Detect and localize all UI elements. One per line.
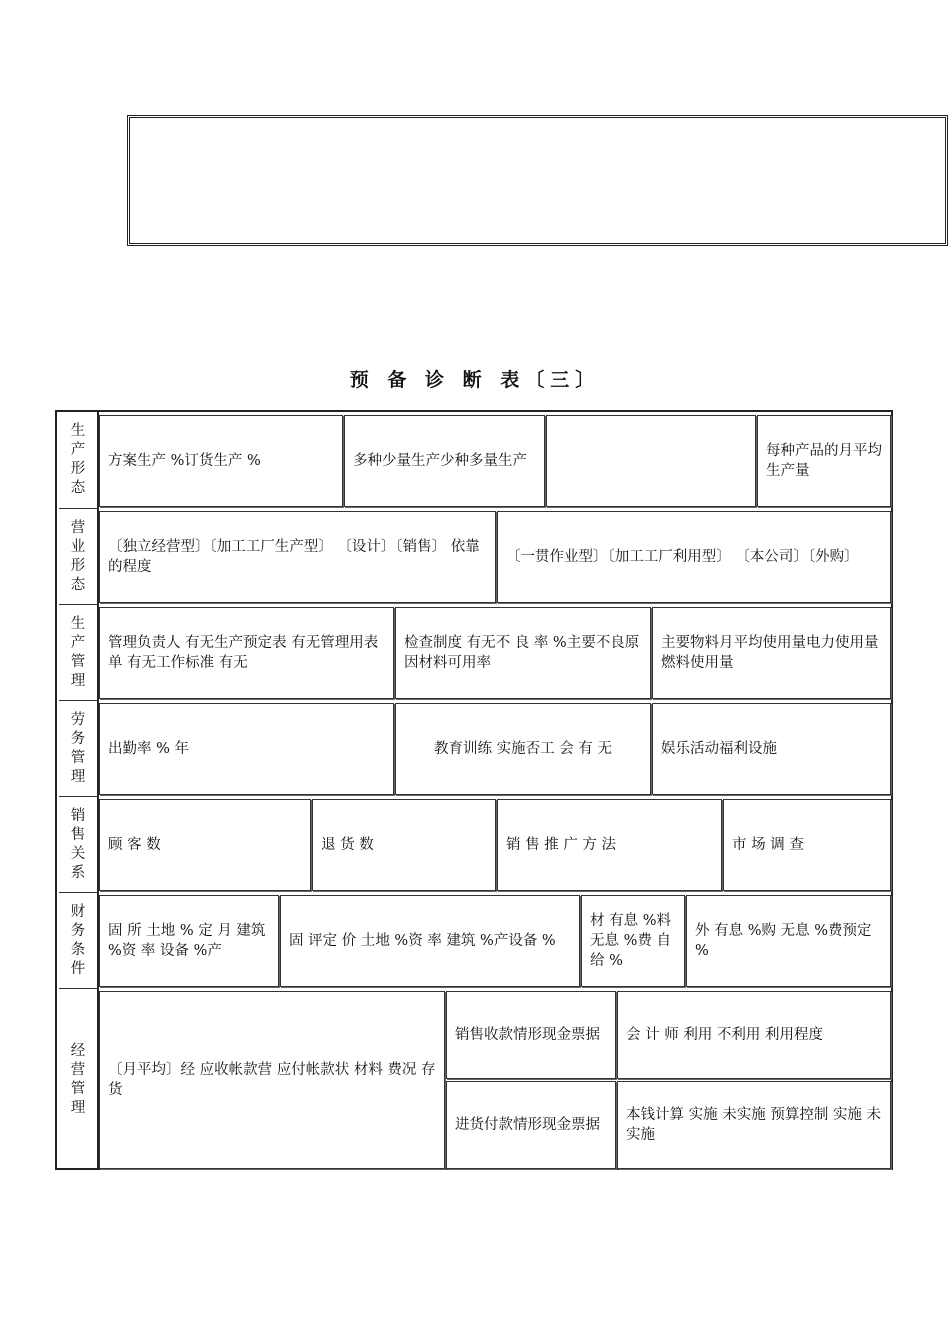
cell-management-responsible: 管理负责人 有无生产预定表 有无管理用表单 有无工作标准 有无 [99, 607, 394, 699]
cell-training-union: 教育训练 实施否工 会 有 无 [395, 703, 651, 795]
cell-sales-collection: 销售收款情形现金票据 [446, 991, 616, 1079]
cell-business-type-b: 〔一贯作业型〕〔加工工厂利用型〕 〔本公司〕〔外购〕 [497, 511, 891, 603]
diagnosis-table [55, 410, 893, 1170]
row-label-labor-management: 劳务管理 [59, 701, 99, 797]
cell-monthly-receivables: 〔月平均〕经 应收帐款营 应付帐款状 材料 费况 存 货 [99, 991, 445, 1169]
cell-return-count: 退 货 数 [312, 799, 496, 891]
cell-business-type-a: 〔独立经营型〕〔加工工厂生产型〕 〔设计〕〔销售〕 依靠的程度 [99, 511, 496, 603]
row-label-operations-management: 经营管理 [59, 989, 99, 1170]
row-label-production-form: 生产形态 [59, 412, 99, 509]
cell-production-plan: 方案生产 %订货生产 % [99, 415, 343, 507]
cell-recreation-welfare: 娱乐活动福利设施 [652, 703, 891, 795]
cell-customer-count: 顾 客 数 [99, 799, 311, 891]
top-empty-box [127, 115, 948, 246]
cell-attendance: 出勤率 % 年 [99, 703, 394, 795]
cell-material-usage: 主要物料月平均使用量电力使用量燃料使用量 [652, 607, 891, 699]
cell-production-blank [546, 415, 756, 507]
cell-production-variety: 多种少量生产少种多量生产 [344, 415, 545, 507]
cell-material-cost: 材 有息 %料 无息 %费 自给 % [581, 895, 685, 987]
row-label-sales-relations: 销售关系 [59, 797, 99, 893]
cell-sales-promotion: 销 售 推 广 方 法 [497, 799, 722, 891]
row-label-financial-conditions: 财务条件 [59, 893, 99, 989]
row-label-business-form: 营业形态 [59, 509, 99, 605]
cell-fixed-valuation: 固 评定 价 土地 %资 率 建筑 %产设备 % [280, 895, 580, 987]
cell-inspection-system: 检查制度 有无不 良 率 %主要不良原因材料可用率 [395, 607, 651, 699]
cell-fixed-assets: 固 所 土地 % 定 月 建筑 %资 率 设备 %产 [99, 895, 279, 987]
page-title: 预 备 诊 断 表〔三〕 [349, 369, 601, 391]
cell-accountant: 会 计 师 利用 不利用 利用程度 [617, 991, 891, 1079]
cell-purchase-payment: 进货付款情形现金票据 [446, 1081, 616, 1169]
cell-market-research: 市 场 调 查 [723, 799, 891, 891]
cell-external-purchase: 外 有息 %购 无息 %费预定 % [686, 895, 891, 987]
row-label-production-management: 生产管理 [59, 605, 99, 701]
cell-production-monthly-output: 每种产品的月平均生产量 [757, 415, 891, 507]
cell-cost-budget: 本钱计算 实施 未实施 预算控制 实施 未实施 [617, 1081, 891, 1169]
